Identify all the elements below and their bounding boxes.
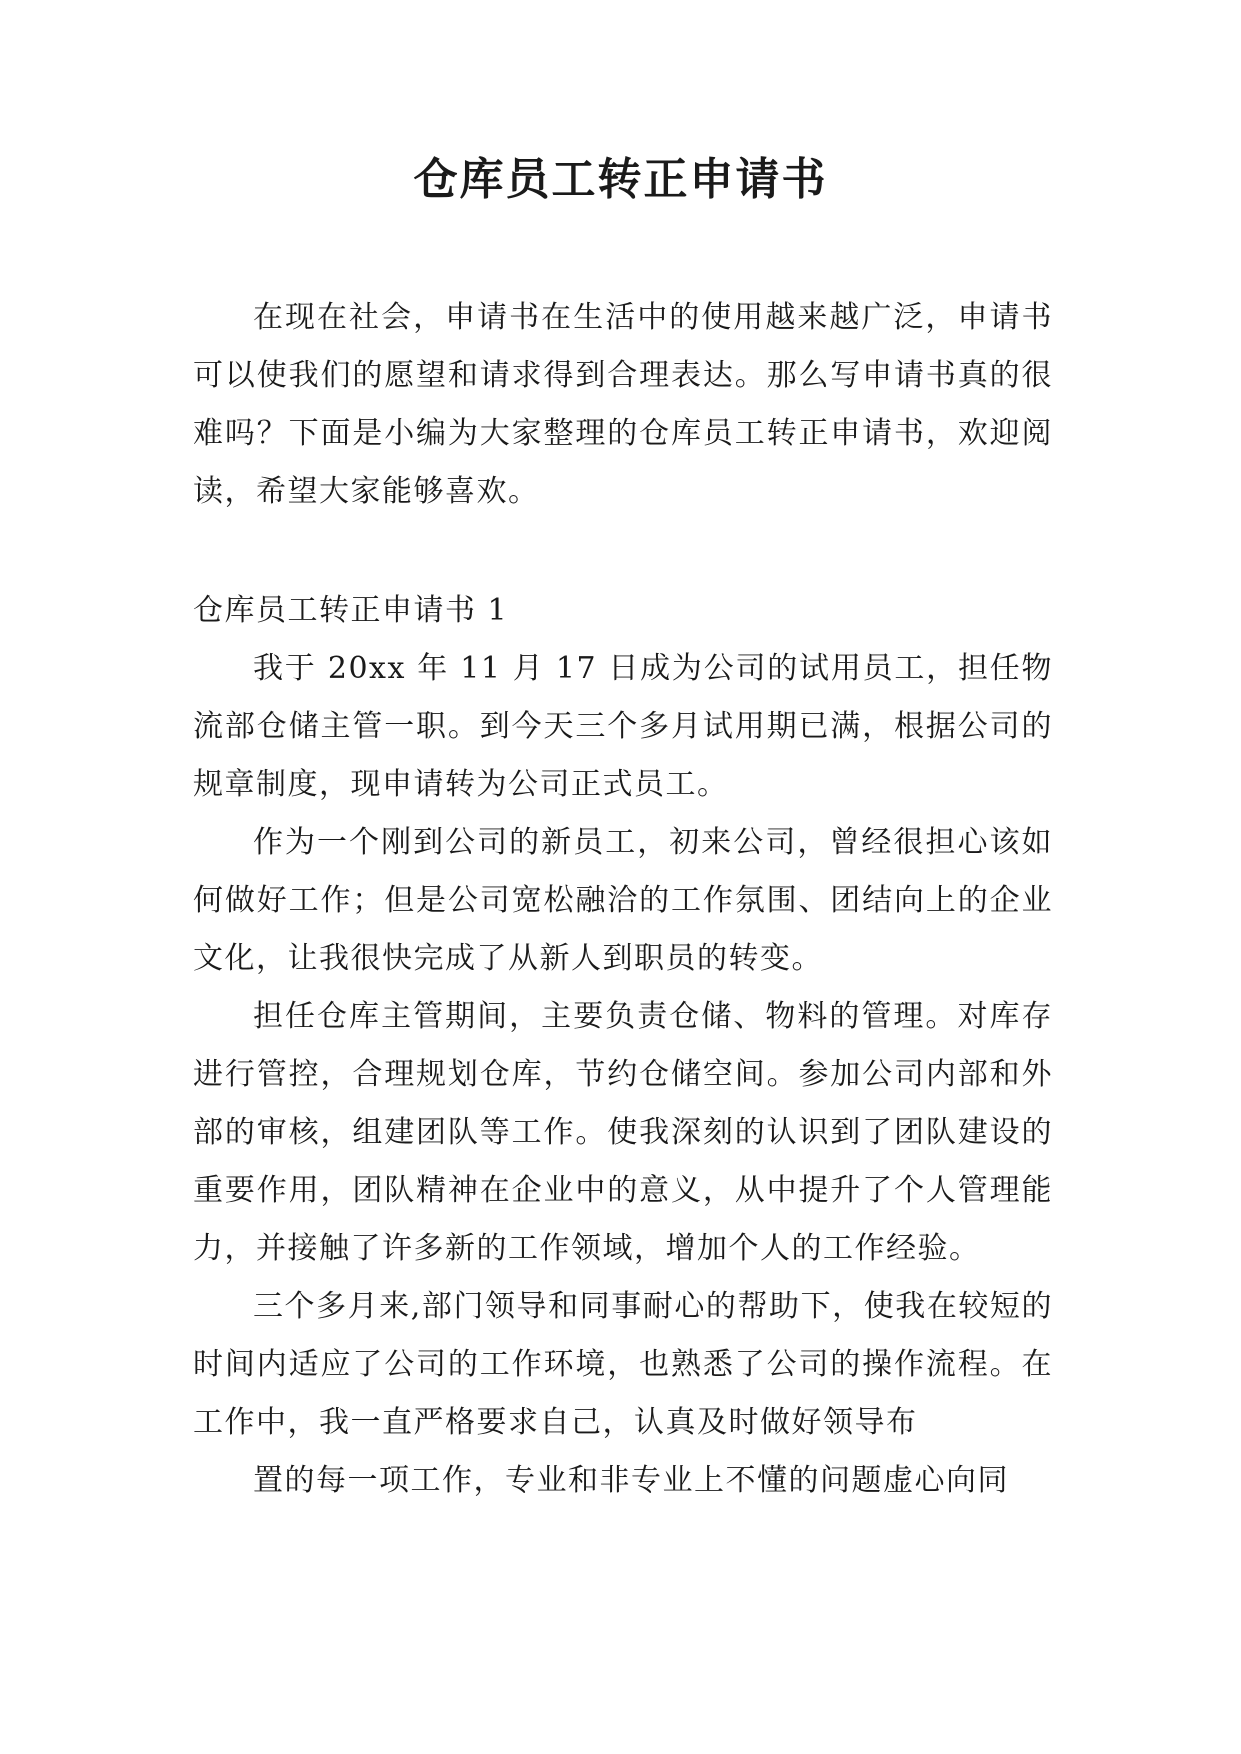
intro-text: 在现在社会，申请书在生活中的使用越来越广泛，申请书可以使我们的愿望和请求得到合理表达。那么写申请书真的很难吗？下面是小编为大家整理的仓库员工转正申请书，欢迎阅读，希望大家能够喜欢。 xyxy=(193,300,1053,509)
body-paragraph: 担任仓库主管期间，主要负责仓储、物料的管理。对库存进行管控，合理规划仓库，节约仓储空间。参加公司内部和外部的审核，组建团队等工作。使我深刻的认识到了团队建设的重要作用，团队精神在企业中的意义，从中提升了个人管理能力，并接触了许多新的工作领域，增加个人的工作经验。 xyxy=(193,999,1053,1266)
section-body xyxy=(193,582,1053,1510)
intro-paragraph xyxy=(193,289,1053,521)
body-paragraph: 置的每一项工作，专业和非专业上不懂的问题虚心向同 xyxy=(253,1463,1009,1498)
body-paragraph: 我于 20xx 年 11 月 17 日成为公司的试用员工，担任物流部仓储主管一职。到今天三个多月试用期已满，根据公司的规章制度，现申请转为公司正式员工。 xyxy=(193,651,1053,802)
body-paragraph: 三个多月来,部门领导和同事耐心的帮助下，使我在较短的时间内适应了公司的工作环境，也熟悉了公司的操作流程。在工作中，我一直严格要求自己，认真及时做好领导布 xyxy=(193,1289,1053,1440)
document-title: 仓库员工转正申请书 xyxy=(413,154,828,205)
section-heading: 仓库员工转正申请书 1 xyxy=(193,593,509,628)
body-paragraph: 作为一个刚到公司的新员工，初来公司，曾经很担心该如何做好工作；但是公司宽松融洽的工作氛围、团结向上的企业文化，让我很快完成了从新人到职员的转变。 xyxy=(193,825,1053,976)
